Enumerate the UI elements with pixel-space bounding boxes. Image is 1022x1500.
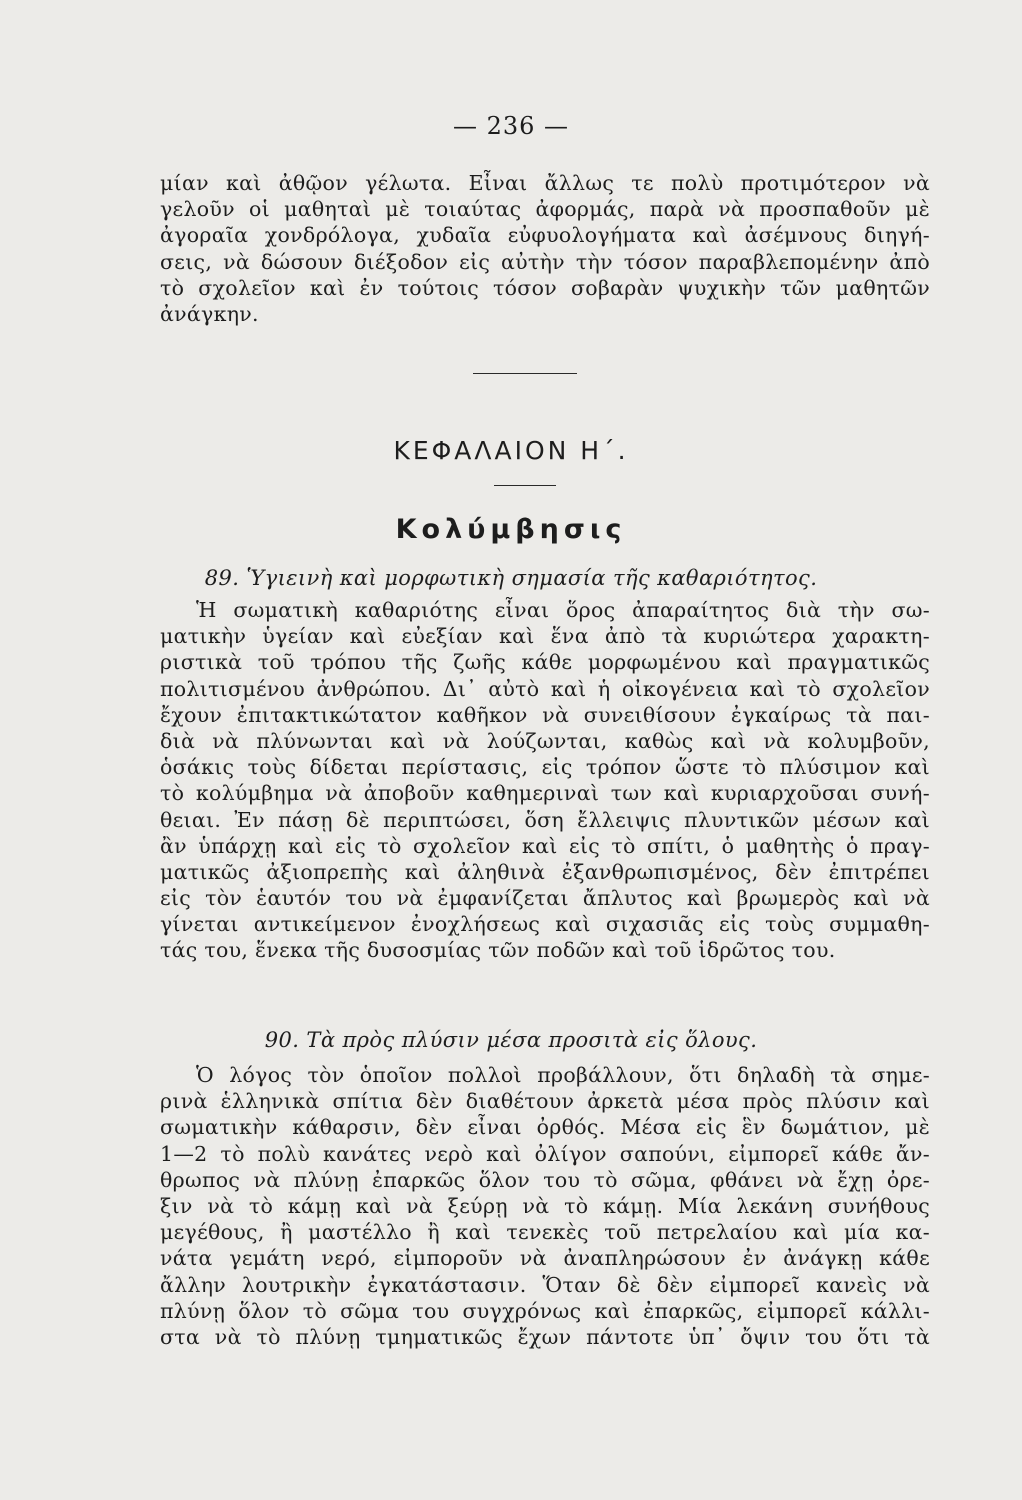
text-line: ματικῶς ἀξιοπρεπὴς καὶ ἀληθινὰ ἐξανθρωπισμένος, δὲν ἐπιτρέπει	[160, 859, 930, 884]
text-line: Ὁ λόγος τὸν ὁποῖον πολλοὶ προβάλλουν, ὅτι δηλαδὴ τὰ σημε-	[196, 1063, 930, 1087]
text-line: σωματικὴν κάθαρσιν, δὲν εἶναι ὀρθός. Μέσα εἰς ἓν δωμάτιον, μὲ	[160, 1115, 930, 1140]
text-line: ματικὴν ὑγείαν καὶ εὐεξίαν καὶ ἕνα ἀπὸ τὰ κυριώτερα χαρακτη-	[160, 624, 930, 649]
section-title: Κολύμβησις	[395, 514, 627, 545]
text-line: ἀνάγκην.	[160, 301, 259, 326]
text-line: σεις, νὰ δώσουν διέξοδον εἰς αὐτὴν τὴν τόσον παραβλεπομένην ἀπὸ	[160, 249, 930, 274]
paragraph-90	[160, 1062, 930, 1350]
page-number: — 236 —	[452, 112, 570, 140]
text-line: πλύνῃ ὅλον τὸ σῶμα του συγχρόνως καὶ ἐπαρκῶς, εἰμπορεῖ κάλλι-	[160, 1298, 930, 1323]
separator-rule	[473, 373, 577, 374]
text-line: τάς του, ἕνεκα τῆς δυσοσμίας τῶν ποδῶν καὶ τοῦ ἱδρῶτος του.	[160, 938, 836, 963]
text-line: πολιτισμένου ἀνθρώπου. Δι᾿ αὐτὸ καὶ ἡ οἰκογένεια καὶ τὸ σχολεῖον	[160, 676, 930, 701]
text-line: μεγέθους, ἢ μαστέλλο ἢ καὶ τενεκὲς τοῦ πετρελαίου καὶ μία κα-	[160, 1220, 930, 1245]
text-line: 1—2 τὸ πολὺ κανάτες νερὸ καὶ ὀλίγον σαπούνι, εἰμπορεῖ κάθε ἄν-	[160, 1141, 930, 1166]
section-subheading-90: 90. Τὰ πρὸς πλύσιν μέσα προσιτὰ εἰς ὅλους.	[264, 1028, 758, 1052]
text-line: τὸ κολύμβημα νὰ ἀποβοῦν καθημεριναὶ των καὶ κυριαρχοῦσαι συνή-	[160, 781, 930, 806]
text-line: νάτα γεμάτη νερό, εἰμποροῦν νὰ ἀναπληρώσουν ἐν ἀνάγκῃ κάθε	[160, 1246, 930, 1271]
top-paragraph	[160, 170, 930, 327]
text-line: ξιν νὰ τὸ κάμῃ καὶ νὰ ξεύρῃ νὰ τὸ κάμῃ. Μία λεκάνη συνήθους	[160, 1193, 930, 1218]
text-line: γίνεται αντικείμενον ἐνοχλήσεως καὶ σιχασιᾶς εἰς τοὺς συμμαθη-	[160, 912, 930, 937]
text-line: στα νὰ τὸ πλύνῃ τμηματικῶς ἔχων πάντοτε ὑπ᾿ ὄψιν του ὅτι τὰ	[160, 1324, 930, 1349]
text-line: ἄλλην λουτρικὴν ἐγκατάστασιν. Ὅταν δὲ δὲν εἰμπορεῖ κανεὶς νὰ	[160, 1272, 930, 1297]
text-line: θρωπος νὰ πλύνῃ ἐπαρκῶς ὅλον του τὸ σῶμα, φθάνει νὰ ἔχῃ ὀρε-	[160, 1167, 930, 1192]
paragraph-89	[160, 597, 930, 964]
text-line: ρινὰ ἑλληνικὰ σπίτια δὲν διαθέτουν ἀρκετὰ μέσα πρὸς πλύσιν καὶ	[160, 1089, 930, 1114]
text-line: διὰ νὰ πλύνωνται καὶ νὰ λούζωνται, καθὼς καὶ νὰ κολυμβοῦν,	[160, 728, 930, 753]
text-line: ὁσάκις τοὺς δίδεται περίστασις, εἰς τρόπον ὥστε τὸ πλύσιμον καὶ	[160, 755, 930, 780]
text-line: Ἡ σωματικὴ καθαριότης εἶναι ὅρος ἀπαραίτητος διὰ τὴν σω-	[196, 598, 930, 622]
text-line: τὸ σχολεῖον καὶ ἐν τούτοις τόσον σοβαρὰν ψυχικὴν τῶν μαθητῶν	[160, 275, 930, 300]
chapter-title: ΚΕΦΑΛΑΙΟΝ Η΄.	[393, 436, 629, 465]
text-line: ἀγοραῖα χονδρόλογα, χυδαῖα εὐφυολογήματα καὶ ἀσέμνους διηγή-	[160, 223, 930, 248]
text-line: ριστικὰ τοῦ τρόπου τῆς ζωῆς κάθε μορφωμένου καὶ πραγματικῶς	[160, 650, 930, 675]
text-line: ἔχουν ἐπιτακτικώτατον καθῆκον νὰ συνειθίσουν ἐγκαίρως τὰ παι-	[160, 702, 930, 727]
section-subheading-89: 89. Ὑγιεινὴ καὶ μορφωτικὴ σημασία τῆς καθαριότητος.	[204, 566, 818, 590]
text-line: μίαν καὶ ἀθῷον γέλωτα. Εἶναι ἄλλως τε πολὺ προτιμότερον νὰ	[160, 171, 930, 195]
text-line: εἰς τὸν ἑαυτόν του νὰ ἐμφανίζεται ἄπλυτος καὶ βρωμερὸς καὶ νὰ	[160, 886, 930, 911]
text-line: θειαι. Ἐν πάσῃ δὲ περιπτώσει, ὅση ἔλλειψις πλυντικῶν μέσων καὶ	[160, 807, 930, 832]
text-line: ἂν ὑπάρχῃ καὶ εἰς τὸ σχολεῖον καὶ εἰς τὸ σπίτι, ὁ μαθητὴς ὁ πραγ-	[160, 833, 930, 858]
separator-rule	[494, 485, 556, 486]
text-line: γελοῦν οἱ μαθηταὶ μὲ τοιαύτας ἀφορμάς, παρὰ νὰ προσπαθοῦν μὲ	[160, 197, 930, 222]
